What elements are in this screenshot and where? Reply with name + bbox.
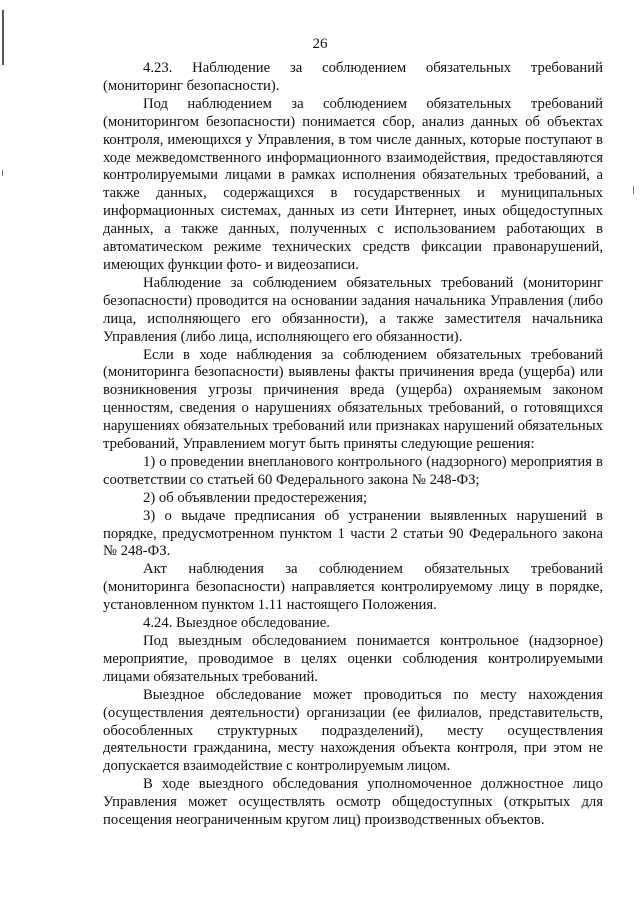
paragraph: Выездное обследование может проводиться по месту нахождения (осуществления деятельности) организации (ее филиалов, представительств, обособленных структурных подразделений), месту осуществления деятельности гражданина, месту нахождения объекта контроля, при этом не допускается взаимодействие с контролируемым лицом. [103, 686, 603, 775]
paragraph: Под наблюдением за соблюдением обязательных требований (мониторингом безопасности) понимается сбор, анализ данных об объектах контроля, имеющихся у Управления, в том числе данных, которые поступают в ходе межведомственного информационного взаимодействия, предоставляются контролируемыми лицами в рамках исполнения обязательных требований, а также данных, содержащихся в государственных и муниципальных информационных системах, данных из сети Интернет, иных общедоступных данных, а также данных, полученных с использованием работающих в автоматическом режиме технических средств фиксации правонарушений, имеющих функции фото- и видеозаписи. [103, 95, 603, 273]
section-heading-4-23: 4.23. Наблюдение за соблюдением обязательных требований (мониторинг безопасности). [103, 60, 603, 94]
paragraph: Акт наблюдения за соблюдением обязательных требований (мониторинга безопасности) направляется контролируемому лицу в порядке, установленном пунктом 1.11 настоящего Положения. [103, 561, 603, 614]
list-item: 2) об объявлении предостережения; [143, 489, 368, 506]
list-item: 1) о проведении внепланового контрольного (надзорного) мероприятия в соответствии со статьей 60 Федерального закона № 248-ФЗ; [103, 453, 603, 488]
paragraph: Наблюдение за соблюдением обязательных требований (мониторинг безопасности) проводится на основании задания начальника Управления (либо лица, исполняющего его обязанности), а также заместителя начальника Управления (либо лица, исполняющего его обязанности). [103, 274, 603, 345]
paragraph: Если в ходе наблюдения за соблюдением обязательных требований (мониторинга безопасности) выявлены факты причинения вреда (ущерба) или возникновения угрозы причинения вреда (ущерба) охраняемым законом ценностям, сведения о нарушениях обязательных требований, о готовящихся нарушениях обязательных требований или признаках нарушений обязательных требований, Управлением могут быть приняты следующие решения: [103, 346, 603, 453]
scan-edge-mark [2, 170, 3, 176]
document-body [103, 60, 603, 830]
section-heading-4-24: 4.24. Выездное обследование. [143, 615, 330, 632]
list-item: 3) о выдаче предписания об устранении выявленных нарушений в порядке, предусмотренном пунктом 1 части 2 статьи 90 Федерального закона № 248-ФЗ. [103, 507, 603, 560]
paragraph: В ходе выездного обследования уполномоченное должностное лицо Управления может осуществлять осмотр общедоступных (открытых для посещения неограниченным кругом лиц) производственных объектов. [103, 776, 603, 829]
scan-edge-mark [633, 186, 634, 194]
page-number: 26 [312, 36, 328, 52]
paragraph: Под выездным обследованием понимается контрольное (надзорное) мероприятие, проводимое в целях оценки соблюдения контролируемыми лицами обязательных требований. [103, 633, 603, 685]
